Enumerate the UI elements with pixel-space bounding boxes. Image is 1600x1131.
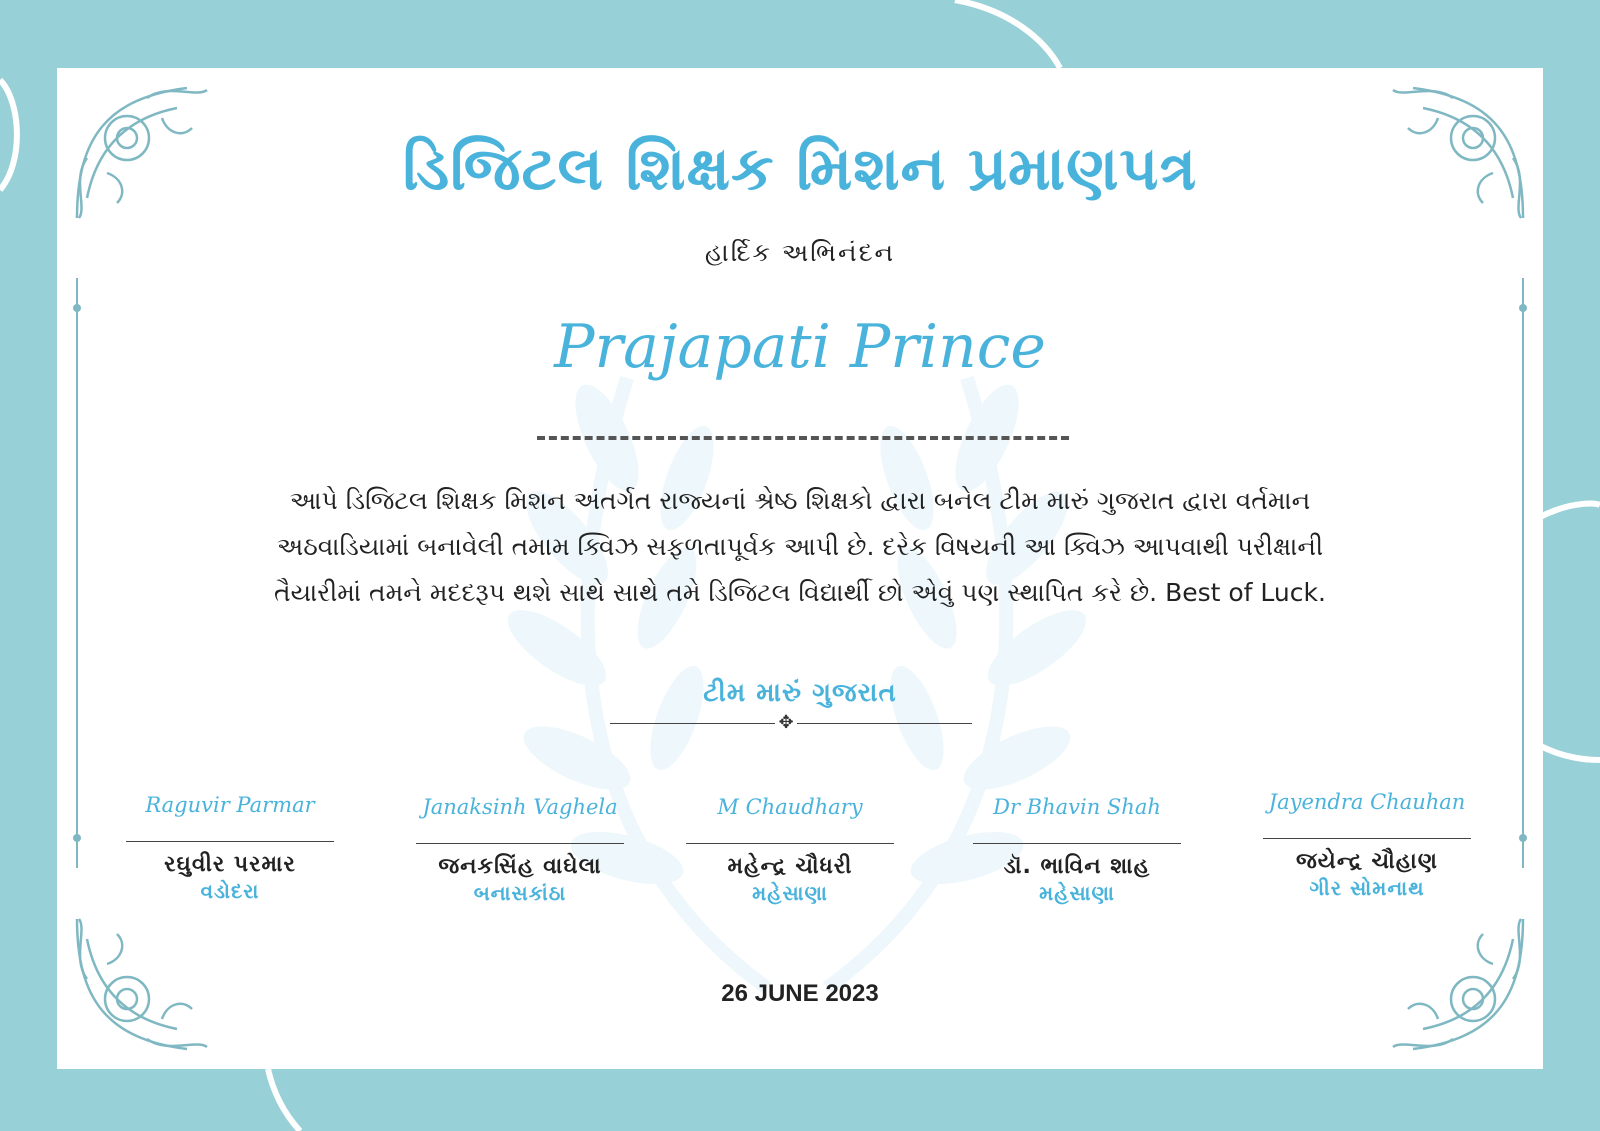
signature-line <box>973 843 1181 844</box>
recipient-name: Prajapati Prince <box>554 312 1046 382</box>
name-underline <box>537 436 1069 440</box>
certificate-date: 26 JUNE 2023 <box>721 980 879 1007</box>
signatory-name: ડૉ. ભાવિન શાહ <box>1003 854 1151 879</box>
signature-line <box>1263 838 1471 839</box>
divider-ornament-icon: ✥ <box>778 712 794 733</box>
signatory-city: વડોદરા <box>200 879 260 903</box>
signatory-city: મહેસાણા <box>1039 881 1115 905</box>
team-divider-right <box>797 723 972 724</box>
signatory-block <box>110 771 350 903</box>
signatory-city: મહેસાણા <box>752 881 828 905</box>
signature-line <box>416 843 624 844</box>
body-line: અઠવાડિયામાં બનાવેલી તમામ ક્વિઝ સફળતાપૂર્વક આપી છે. દરેક વિષયની આ ક્વિઝ આપવાથી પરીક્ષાની <box>276 532 1324 561</box>
body-line: તૈયારીમાં તમને મદદરૂપ થશે સાથે સાથે તમે ડિજિટલ વિદ્યાર્થી છો એવું પણ સ્થાપિત કરે છે. Best of Luck. <box>274 578 1326 607</box>
signatory-block <box>400 773 640 905</box>
signatory-city: બનાસકાંઠા <box>473 881 567 905</box>
signature: Raguvir Parmar <box>145 793 315 817</box>
signature-line <box>686 843 894 844</box>
signature: Jayendra Chauhan <box>1268 790 1466 814</box>
signatory-name: મહેન્દ્ર ચૌધરી <box>727 854 853 879</box>
signatory-block <box>1247 768 1487 900</box>
signature-line <box>126 841 334 842</box>
certificate-title: ડિજિટલ શિક્ષક મિશન પ્રમાણપત્ર <box>402 134 1198 204</box>
signature: M Chaudhary <box>717 795 863 819</box>
signatory-block <box>957 773 1197 905</box>
certificate-subtitle: હાર્દિક અભિનંદન <box>704 238 896 267</box>
body-line: આપે ડિજિટલ શિક્ષક મિશન અંતર્ગત રાજ્યનાં શ્રેષ્ઠ શિક્ષકો દ્વારા બનેલ ટીમ મારું ગુજરાત દ્વારા વર્તમાન <box>289 486 1311 515</box>
certificate-card <box>57 68 1543 1069</box>
signatory-name: રઘુવીર પરમાર <box>164 852 296 877</box>
signatory-name: જયેન્દ્ર ચૌહાણ <box>1296 849 1438 874</box>
signature: Dr Bhavin Shah <box>993 795 1161 819</box>
certificate-body <box>147 478 1453 616</box>
signatory-city: ગીર સોમનાથ <box>1309 876 1425 900</box>
signatory-block <box>670 773 910 905</box>
signatory-name: જનકસિંહ વાઘેલા <box>438 854 602 879</box>
team-divider-left <box>610 723 775 724</box>
signature: Janaksinh Vaghela <box>422 795 618 819</box>
team-name: ટીમ મારું ગુજરાત <box>703 678 897 708</box>
